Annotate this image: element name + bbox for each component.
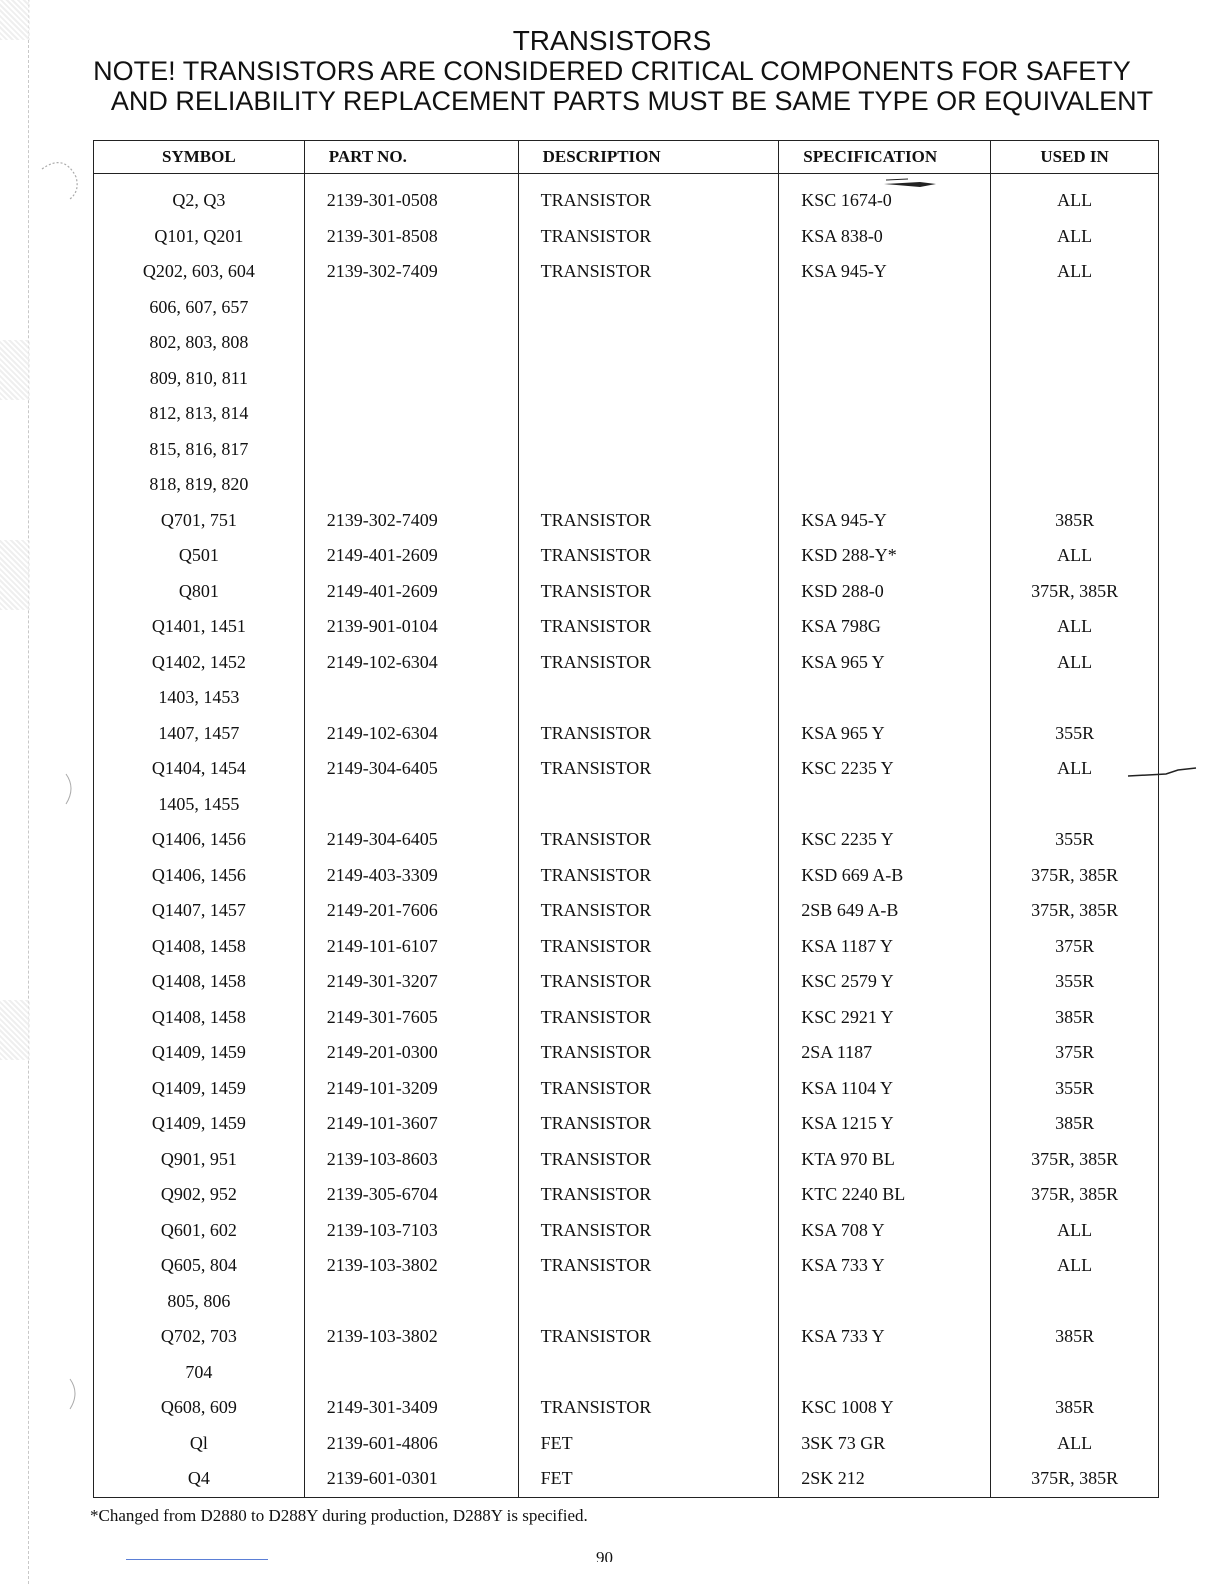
cell-specification xyxy=(779,1355,991,1391)
cell-symbol: 802, 803, 808 xyxy=(94,325,305,361)
cell-part-no xyxy=(304,361,518,397)
table-row xyxy=(94,1035,1159,1071)
cell-part-no: 2139-301-0508 xyxy=(304,174,518,219)
table-row xyxy=(94,716,1159,752)
cell-description xyxy=(518,361,779,397)
cell-used-in: 375R, 385R xyxy=(991,893,1159,929)
safety-note-line-2: AND RELIABILITY REPLACEMENT PARTS MUST BE SAME TYPE OR EQUIVALENT xyxy=(110,86,1154,116)
page-edge-mark xyxy=(28,0,29,1584)
cell-used-in: ALL xyxy=(991,219,1159,255)
cell-description xyxy=(518,396,779,432)
cell-description: TRANSISTOR xyxy=(518,503,779,539)
table-row xyxy=(94,174,1159,219)
cell-part-no: 2139-601-0301 xyxy=(304,1461,518,1497)
margin-paren-mark xyxy=(66,1375,86,1415)
table-row xyxy=(94,1106,1159,1142)
cell-specification: KSD 288-0 xyxy=(779,574,991,610)
cell-part-no xyxy=(304,432,518,468)
cell-used-in xyxy=(991,1355,1159,1391)
cell-part-no: 2139-103-3802 xyxy=(304,1319,518,1355)
cell-description xyxy=(518,432,779,468)
cell-part-no xyxy=(304,290,518,326)
cell-specification: KSA 945-Y xyxy=(779,503,991,539)
cell-symbol: 812, 813, 814 xyxy=(94,396,305,432)
table-row xyxy=(94,361,1159,397)
cell-specification: KTA 970 BL xyxy=(779,1142,991,1178)
column-header-used-in: USED IN xyxy=(991,141,1159,174)
cell-symbol: Q1409, 1459 xyxy=(94,1106,305,1142)
cell-symbol: Q901, 951 xyxy=(94,1142,305,1178)
cell-symbol: 606, 607, 657 xyxy=(94,290,305,326)
transistor-parts-table xyxy=(93,140,1159,1498)
scan-speckle xyxy=(0,1000,30,1060)
cell-symbol: 1403, 1453 xyxy=(94,680,305,716)
cell-used-in xyxy=(991,787,1159,823)
table-row xyxy=(94,325,1159,361)
table-row xyxy=(94,432,1159,468)
cell-symbol: Q101, Q201 xyxy=(94,219,305,255)
cell-symbol: 1407, 1457 xyxy=(94,716,305,752)
table-row xyxy=(94,290,1159,326)
cell-specification: KSA 1104 Y xyxy=(779,1071,991,1107)
cell-used-in: ALL xyxy=(991,1426,1159,1462)
cell-description: TRANSISTOR xyxy=(518,1213,779,1249)
table-row xyxy=(94,680,1159,716)
cell-part-no xyxy=(304,396,518,432)
cell-used-in: 355R xyxy=(991,1071,1159,1107)
cell-symbol: Q1408, 1458 xyxy=(94,1000,305,1036)
cell-used-in: 385R xyxy=(991,1390,1159,1426)
table-row xyxy=(94,1248,1159,1284)
cell-used-in: 355R xyxy=(991,716,1159,752)
cell-used-in: 355R xyxy=(991,964,1159,1000)
cell-part-no: 2139-302-7409 xyxy=(304,254,518,290)
cell-used-in: 375R, 385R xyxy=(991,1142,1159,1178)
cell-part-no: 2149-403-3309 xyxy=(304,858,518,894)
cell-specification: KSC 2579 Y xyxy=(779,964,991,1000)
cell-symbol: Ql xyxy=(94,1426,305,1462)
cell-part-no xyxy=(304,680,518,716)
cell-specification xyxy=(779,787,991,823)
cell-specification: KSD 288-Y* xyxy=(779,538,991,574)
cell-specification: KSA 965 Y xyxy=(779,645,991,681)
cell-specification: KSA 733 Y xyxy=(779,1248,991,1284)
cell-symbol: Q1409, 1459 xyxy=(94,1071,305,1107)
table-row xyxy=(94,1142,1159,1178)
cell-used-in: ALL xyxy=(991,254,1159,290)
cell-symbol: Q501 xyxy=(94,538,305,574)
cell-used-in xyxy=(991,680,1159,716)
cell-part-no xyxy=(304,1284,518,1320)
cell-used-in: 375R, 385R xyxy=(991,858,1159,894)
cell-symbol: 805, 806 xyxy=(94,1284,305,1320)
cell-part-no: 2149-201-7606 xyxy=(304,893,518,929)
table-row xyxy=(94,396,1159,432)
cell-symbol: Q1402, 1452 xyxy=(94,645,305,681)
cell-part-no: 2139-601-4806 xyxy=(304,1426,518,1462)
cell-specification: KSA 965 Y xyxy=(779,716,991,752)
cell-symbol: Q2, Q3 xyxy=(94,174,305,219)
cell-specification: KSA 798G xyxy=(779,609,991,645)
cell-part-no: 2149-401-2609 xyxy=(304,538,518,574)
table-row xyxy=(94,1461,1159,1497)
cell-used-in: 385R xyxy=(991,1000,1159,1036)
table-row xyxy=(94,929,1159,965)
table-row xyxy=(94,893,1159,929)
cell-specification: KSC 1674-0 xyxy=(779,174,991,219)
cell-description xyxy=(518,1355,779,1391)
cell-symbol: 815, 816, 817 xyxy=(94,432,305,468)
cell-part-no: 2139-301-8508 xyxy=(304,219,518,255)
cell-specification: KSA 1215 Y xyxy=(779,1106,991,1142)
table-row xyxy=(94,254,1159,290)
cell-specification: KSD 669 A-B xyxy=(779,858,991,894)
table-row xyxy=(94,574,1159,610)
table-row xyxy=(94,645,1159,681)
cell-symbol: Q1408, 1458 xyxy=(94,964,305,1000)
cell-symbol: Q608, 609 xyxy=(94,1390,305,1426)
table-row xyxy=(94,1426,1159,1462)
cell-part-no: 2139-103-8603 xyxy=(304,1142,518,1178)
cell-specification: KSA 1187 Y xyxy=(779,929,991,965)
cell-description xyxy=(518,787,779,823)
cell-symbol: Q902, 952 xyxy=(94,1177,305,1213)
cell-symbol: Q801 xyxy=(94,574,305,610)
cell-part-no: 2149-101-3209 xyxy=(304,1071,518,1107)
cell-used-in xyxy=(991,325,1159,361)
table-row xyxy=(94,1355,1159,1391)
cell-used-in: ALL xyxy=(991,609,1159,645)
cell-specification xyxy=(779,1284,991,1320)
cell-part-no: 2149-301-7605 xyxy=(304,1000,518,1036)
table-body xyxy=(94,174,1159,1498)
cell-part-no: 2149-301-3409 xyxy=(304,1390,518,1426)
table-row xyxy=(94,1071,1159,1107)
cell-symbol: Q202, 603, 604 xyxy=(94,254,305,290)
cell-used-in: ALL xyxy=(991,174,1159,219)
cell-part-no xyxy=(304,1355,518,1391)
cell-part-no: 2139-103-7103 xyxy=(304,1213,518,1249)
cell-symbol: Q1406, 1456 xyxy=(94,822,305,858)
cell-description: TRANSISTOR xyxy=(518,538,779,574)
cell-used-in: 375R, 385R xyxy=(991,574,1159,610)
table-row xyxy=(94,1177,1159,1213)
cell-specification: KSA 733 Y xyxy=(779,1319,991,1355)
cell-symbol: Q702, 703 xyxy=(94,1319,305,1355)
cell-specification: KSC 2921 Y xyxy=(779,1000,991,1036)
table-row xyxy=(94,538,1159,574)
cell-part-no: 2149-304-6405 xyxy=(304,751,518,787)
cell-description: FET xyxy=(518,1461,779,1497)
cell-used-in: 375R xyxy=(991,929,1159,965)
cell-specification: KTC 2240 BL xyxy=(779,1177,991,1213)
cell-used-in: 355R xyxy=(991,822,1159,858)
cell-part-no: 2149-401-2609 xyxy=(304,574,518,610)
cell-part-no: 2139-901-0104 xyxy=(304,609,518,645)
cell-specification: KSA 838-0 xyxy=(779,219,991,255)
cell-description: TRANSISTOR xyxy=(518,858,779,894)
cell-part-no: 2149-101-3607 xyxy=(304,1106,518,1142)
cell-used-in xyxy=(991,467,1159,503)
cell-used-in: 375R xyxy=(991,1035,1159,1071)
cell-description: TRANSISTOR xyxy=(518,1000,779,1036)
cell-part-no: 2139-302-7409 xyxy=(304,503,518,539)
cell-specification: KSC 2235 Y xyxy=(779,751,991,787)
cell-used-in: ALL xyxy=(991,645,1159,681)
cell-part-no: 2149-301-3207 xyxy=(304,964,518,1000)
cell-used-in xyxy=(991,396,1159,432)
cell-symbol: Q601, 602 xyxy=(94,1213,305,1249)
cell-part-no: 2149-201-0300 xyxy=(304,1035,518,1071)
table-row xyxy=(94,787,1159,823)
cell-description: TRANSISTOR xyxy=(518,1035,779,1071)
cell-used-in: 375R, 385R xyxy=(991,1461,1159,1497)
table-row xyxy=(94,609,1159,645)
cell-symbol: 818, 819, 820 xyxy=(94,467,305,503)
cell-specification: 3SK 73 GR xyxy=(779,1426,991,1462)
table-row xyxy=(94,751,1159,787)
table-row xyxy=(94,1319,1159,1355)
cell-used-in: ALL xyxy=(991,1213,1159,1249)
footnote: *Changed from D2880 to D288Y during production, D288Y is specified. xyxy=(90,1506,588,1525)
cell-specification xyxy=(779,325,991,361)
safety-note-line-1: NOTE! TRANSISTORS ARE CONSIDERED CRITICAL COMPONENTS FOR SAFETY xyxy=(93,56,1131,86)
table-header-row xyxy=(94,141,1159,174)
table-row xyxy=(94,1284,1159,1320)
cell-used-in: ALL xyxy=(991,751,1159,787)
cell-description: TRANSISTOR xyxy=(518,893,779,929)
table-row xyxy=(94,858,1159,894)
cell-description: TRANSISTOR xyxy=(518,1177,779,1213)
cell-symbol: 809, 810, 811 xyxy=(94,361,305,397)
cell-used-in: ALL xyxy=(991,1248,1159,1284)
cell-description xyxy=(518,467,779,503)
cell-specification xyxy=(779,290,991,326)
cell-used-in xyxy=(991,361,1159,397)
cell-used-in xyxy=(991,290,1159,326)
cell-description: TRANSISTOR xyxy=(518,1248,779,1284)
cell-specification xyxy=(779,680,991,716)
cell-description: TRANSISTOR xyxy=(518,1142,779,1178)
table-row xyxy=(94,1390,1159,1426)
cell-used-in: 385R xyxy=(991,1106,1159,1142)
cell-description: TRANSISTOR xyxy=(518,645,779,681)
cell-symbol: Q1406, 1456 xyxy=(94,858,305,894)
cell-description: TRANSISTOR xyxy=(518,174,779,219)
scan-blue-line xyxy=(126,1559,268,1560)
cell-part-no xyxy=(304,467,518,503)
cell-symbol: Q1409, 1459 xyxy=(94,1035,305,1071)
cell-used-in: 375R, 385R xyxy=(991,1177,1159,1213)
cell-symbol: Q1407, 1457 xyxy=(94,893,305,929)
cell-specification: KSC 1008 Y xyxy=(779,1390,991,1426)
cell-specification: KSA 945-Y xyxy=(779,254,991,290)
table-row xyxy=(94,822,1159,858)
table-row xyxy=(94,964,1159,1000)
cell-description xyxy=(518,680,779,716)
cell-description: TRANSISTOR xyxy=(518,609,779,645)
scan-speckle xyxy=(0,540,30,610)
cell-description: TRANSISTOR xyxy=(518,1071,779,1107)
cell-symbol: 1405, 1455 xyxy=(94,787,305,823)
table-row xyxy=(94,467,1159,503)
cell-symbol: 704 xyxy=(94,1355,305,1391)
column-header-part-no: PART NO. xyxy=(304,141,518,174)
cell-part-no: 2149-102-6304 xyxy=(304,716,518,752)
margin-hole-mark xyxy=(36,155,86,205)
cell-description: TRANSISTOR xyxy=(518,574,779,610)
cell-used-in: 385R xyxy=(991,503,1159,539)
cell-symbol: Q4 xyxy=(94,1461,305,1497)
cell-part-no xyxy=(304,325,518,361)
cell-specification xyxy=(779,467,991,503)
column-header-specification: SPECIFICATION xyxy=(779,141,991,174)
cell-specification: 2SA 1187 xyxy=(779,1035,991,1071)
cell-description: TRANSISTOR xyxy=(518,929,779,965)
cell-description: FET xyxy=(518,1426,779,1462)
cell-description xyxy=(518,1284,779,1320)
cell-symbol: Q605, 804 xyxy=(94,1248,305,1284)
column-header-symbol: SYMBOL xyxy=(94,141,305,174)
cell-description: TRANSISTOR xyxy=(518,822,779,858)
page-title: TRANSISTORS xyxy=(512,25,712,56)
cell-used-in: ALL xyxy=(991,538,1159,574)
cell-description: TRANSISTOR xyxy=(518,219,779,255)
cell-specification: KSA 708 Y xyxy=(779,1213,991,1249)
page-number: 90 xyxy=(596,1548,613,1562)
cell-specification xyxy=(779,361,991,397)
cell-description: TRANSISTOR xyxy=(518,254,779,290)
cell-symbol: Q1408, 1458 xyxy=(94,929,305,965)
cell-specification: 2SB 649 A-B xyxy=(779,893,991,929)
cell-specification xyxy=(779,396,991,432)
cell-description: TRANSISTOR xyxy=(518,716,779,752)
table-row xyxy=(94,1000,1159,1036)
cell-description: TRANSISTOR xyxy=(518,1390,779,1426)
table-row xyxy=(94,503,1159,539)
cell-specification xyxy=(779,432,991,468)
table-row xyxy=(94,1213,1159,1249)
scan-speckle xyxy=(0,340,30,400)
cell-description xyxy=(518,290,779,326)
cell-description: TRANSISTOR xyxy=(518,1319,779,1355)
cell-part-no: 2149-101-6107 xyxy=(304,929,518,965)
column-header-description: DESCRIPTION xyxy=(518,141,779,174)
cell-description: TRANSISTOR xyxy=(518,1106,779,1142)
cell-used-in xyxy=(991,1284,1159,1320)
cell-part-no: 2149-102-6304 xyxy=(304,645,518,681)
cell-used-in xyxy=(991,432,1159,468)
cell-symbol: Q701, 751 xyxy=(94,503,305,539)
cell-part-no: 2149-304-6405 xyxy=(304,822,518,858)
cell-description: TRANSISTOR xyxy=(518,964,779,1000)
table-row xyxy=(94,219,1159,255)
cell-specification: KSC 2235 Y xyxy=(779,822,991,858)
cell-part-no: 2139-305-6704 xyxy=(304,1177,518,1213)
cell-part-no xyxy=(304,787,518,823)
cell-description: TRANSISTOR xyxy=(518,751,779,787)
margin-paren-mark xyxy=(62,770,82,810)
cell-specification: 2SK 212 xyxy=(779,1461,991,1497)
cell-symbol: Q1401, 1451 xyxy=(94,609,305,645)
cell-used-in: 385R xyxy=(991,1319,1159,1355)
cell-symbol: Q1404, 1454 xyxy=(94,751,305,787)
cell-description xyxy=(518,325,779,361)
cell-part-no: 2139-103-3802 xyxy=(304,1248,518,1284)
